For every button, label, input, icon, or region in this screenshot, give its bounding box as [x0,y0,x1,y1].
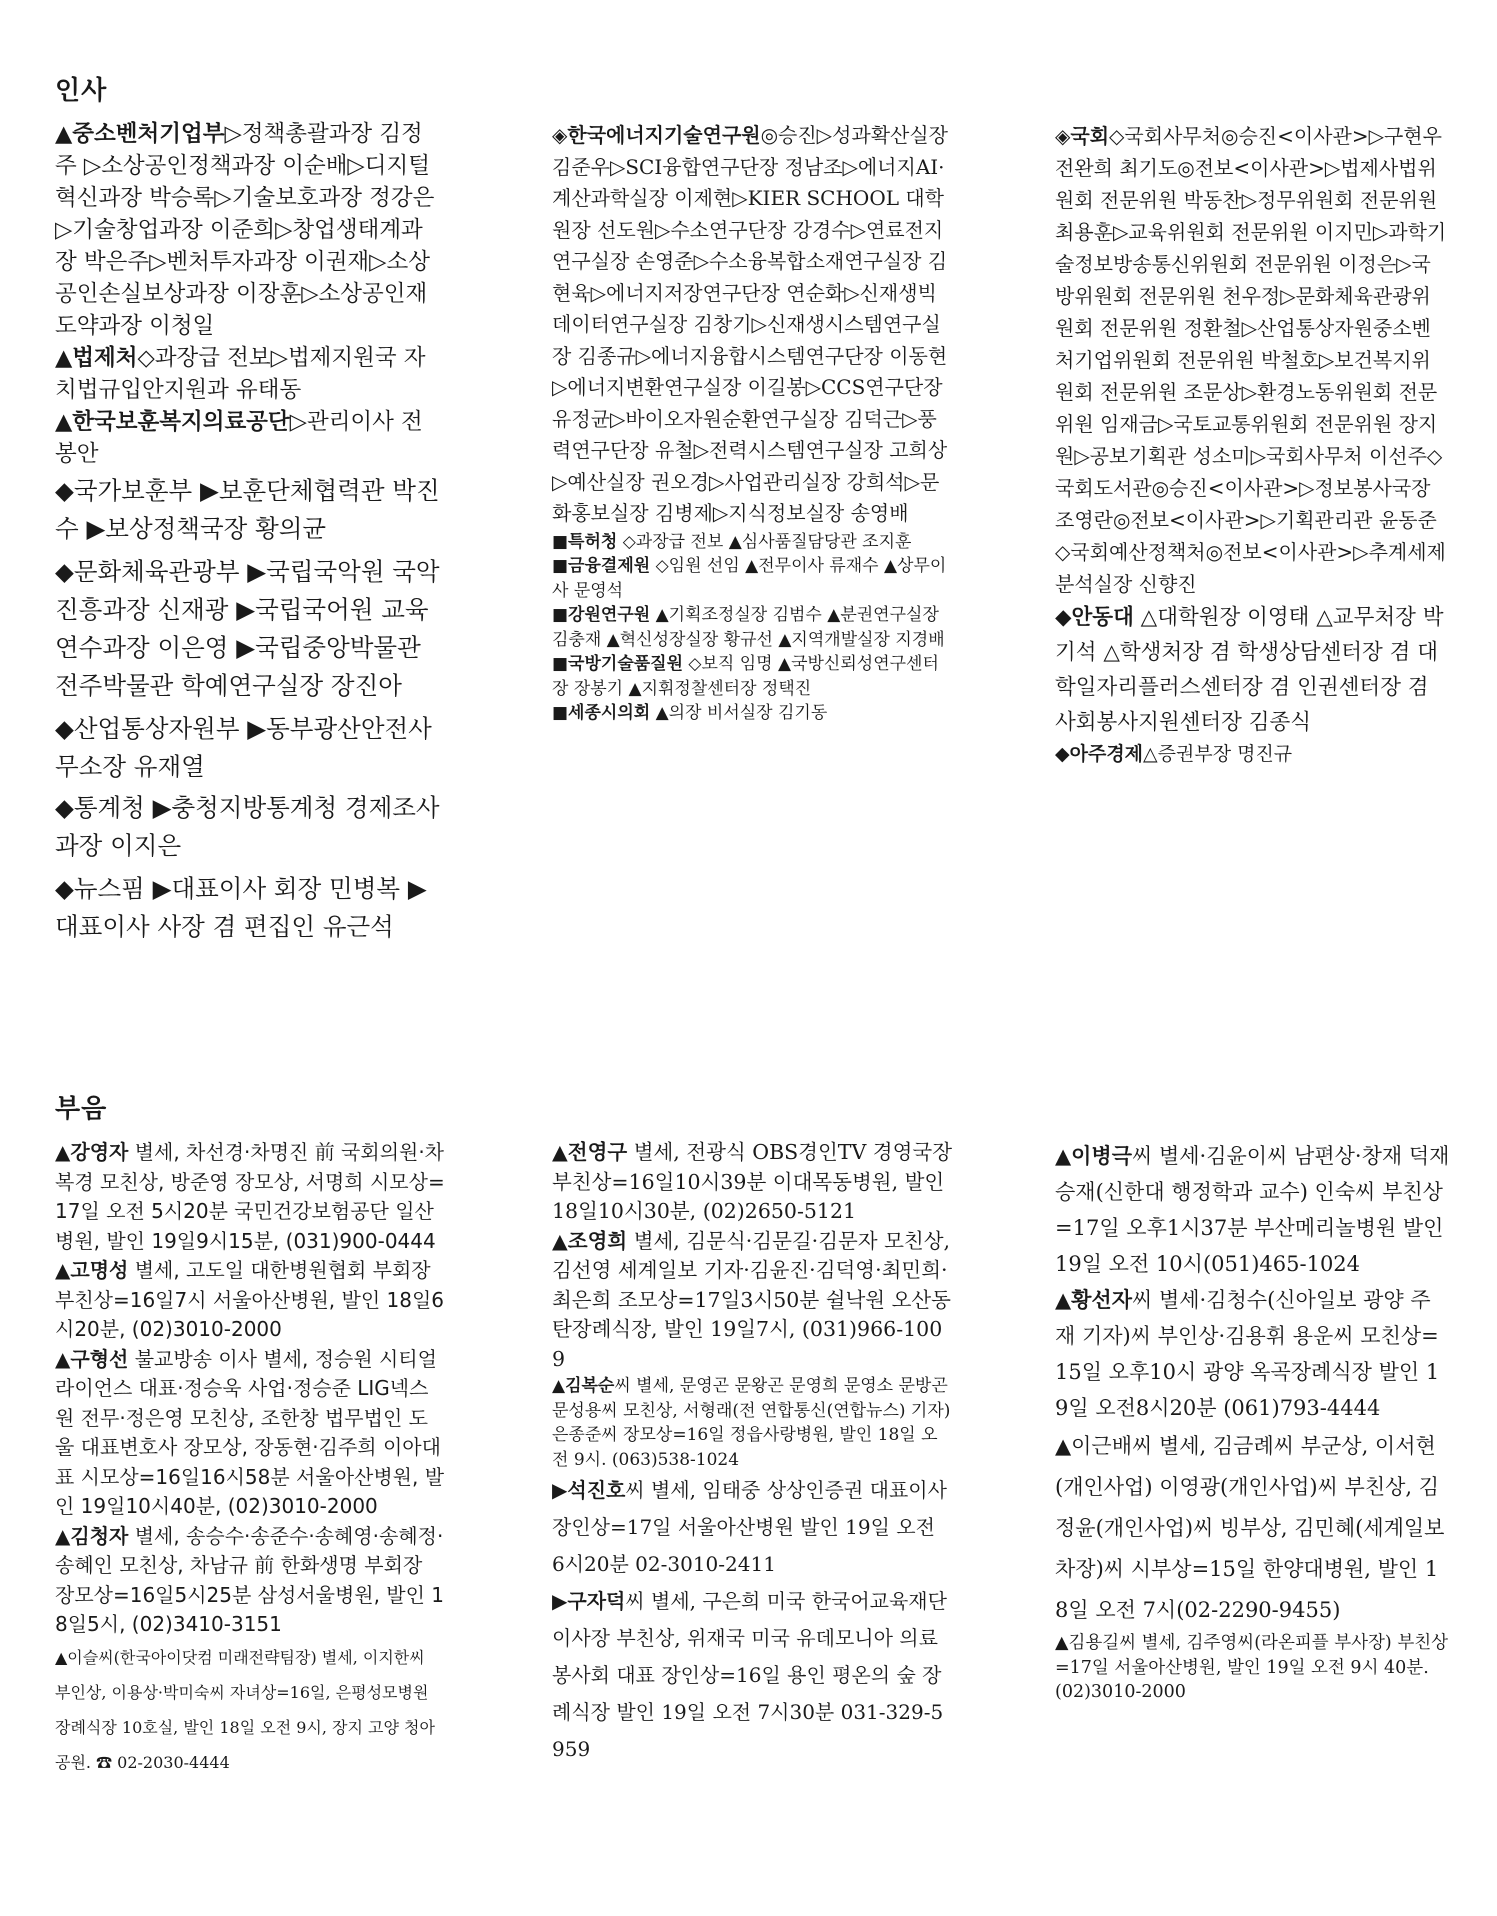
notice-org: ■금융결제원 [552,556,651,576]
obituary-text: 씨 별세·김청수(신아일보 광양 주재 기자)씨 부인상·김용휘 용운씨 모친상=15일 오후10시 광양 옥곡장례식장 발인 19일 오전8시20분 (061)793-4444 [1055,1288,1440,1420]
notice-text: ◎승진▷성과확산실장 김준우▷SCI융합연구단장 정남조▷에너지AI·계산과학실장 이제현▷KIER SCHOOL 대학원장 선도원▷수소연구단장 강경수▷연료전지연구실장 손영준▷수소융복합소재연구실장 김현육▷에너지저장연구단장 연순화▷신재생빅데이터연구실장 김창기▷신재생시스템연구실장 김종규▷에너지융합시스템연구단장 이동현▷에너지변환연구실장 이길봉▷CCS연구단장 유정균▷바이오자원순환연구실장 김덕근▷풍력연구단장 유철▷전력시스템연구실장 고희상▷예산실장 권오경▷사업관리실장 강희석▷문화홍보실장 김병제▷지식정보실장 송영배 [552,123,948,525]
notice-item [55,870,443,946]
notice-org: ■세종시의회 [552,703,651,723]
obituary-item [552,1374,952,1472]
obituary-name: ▲조영희 [552,1228,628,1253]
obituary-name: ▲김청자 [55,1523,129,1548]
obituary-text: 씨 별세, 임태중 상상인증권 대표이사 장인상=17일 서울아산병원 발인 19일 오전 6시20분 02-3010-2411 [552,1478,947,1576]
notice-text: ▶동부광산안전사무소장 유재열 [55,714,432,781]
obituary-name: ▲이근배 [1055,1434,1133,1458]
notice-item [552,603,952,652]
obituary-item [1055,1426,1450,1631]
insa-column-3 [1055,120,1450,768]
notice-text: ▷관리이사 전봉안 [55,409,423,467]
obituary-text: 씨 별세, 문영곤 문왕곤 문영희 문영소 문방곤 문성용씨 모친상, 서형래(전 연합통신(연합뉴스) 기자) 은종준씨 장모상=16일 정읍사랑병원, 발인 18일 오전 9시. (063)538-1024 [552,1376,951,1470]
obituary-text: 별세, 고도일 대한병원협회 부회장 부친상=16일7시 서울아산병원, 발인 18일6시20분, (02)3010-2000 [55,1258,445,1341]
obituary-name: ▲이병극 [1055,1143,1133,1168]
obituary-item [55,1256,445,1345]
bueum-column-3 [1055,1138,1450,1705]
obituary-text: 불교방송 이사 별세, 정승원 시티얼라이언스 대표·정승욱 사업·정승준 LIG넥스원 전무·정은영 모친상, 조한창 법무법인 도울 대표변호사 장모상, 장동현·김주희 이아대표 시모상=16일16시58분 서울아산병원, 발인 19일10시40분, (02)3010-2000 [55,1346,445,1518]
notice-text: △증권부장 명진규 [1143,743,1293,765]
obituary-name: ▲강영자 [55,1140,129,1164]
notice-text: ◇국회사무처◎승진<이사관>▷구현우 전완희 최기도◎전보<이사관>▷법제사법위원회 전문위원 박동찬▷정무위원회 전문위원 최용훈▷교육위원회 전문위원 이지민▷과학기술정보방송통신위원회 전문위원 이정은▷국방위원회 전문위원 천우정▷문화체육관광위원회 전문위원 정환철▷산업통상자원중소벤처기업위원회 전문위원 박철호▷보건복지위원회 전문위원 조문상▷환경노동위원회 전문위원 임재금▷국토교통위원회 전문위원 장지원▷공보기획관 성소미▷국회사무처 이선주◇국회도서관◎승진<이사관>▷정보봉사국장 조영란◎전보<이사관>▷기획관리관 윤동준◇국회예산정책처◎전보<이사관>▷추계세제분석실장 신향진 [1055,124,1447,596]
notice-text: ▲기획조정실장 김범수 ▲분권연구실장 김충재 ▲혁신성장실장 황규선 ▲지역개발실장 지경배 [552,605,945,650]
notice-text: ▶충청지방통계청 경제조사과장 이지은 [55,793,440,860]
obituary-name: ▲고명성 [55,1258,129,1282]
notice-text: ◇과장급 전보 ▲심사품질담당관 조지훈 [617,531,912,552]
notice-item [55,553,443,705]
notice-text: ◇임원 선임 ▲전무이사 류재수 ▲상무이사 문영석 [552,556,947,601]
obituary-text: 씨 별세, 김주영씨(라온피플 부사장) 부친상=17일 서울아산병원, 발인 19일 오전 9시 40분. (02)3010-2000 [1055,1633,1449,1702]
obituary-item [1055,1138,1450,1282]
section-title-bueum: 부음 [55,1094,108,1124]
notice-org: ◆뉴스핌 [55,874,145,903]
obituary-text: 씨 별세, 김금례씨 부군상, 이서현(개인사업) 이영광(개인사업)씨 부친상, 김정윤(개인사업)씨 빙부상, 김민혜(세계일보 차장)씨 시부상=15일 한양대병원, 발인 18일 오전 7시(02-2290-9455) [1055,1434,1445,1622]
notice-item [55,342,443,406]
obituary-item [552,1227,952,1375]
notice-org: ■강원연구원 [552,605,651,625]
obituary-item [55,1522,445,1640]
notice-item [552,701,952,726]
notice-org: ◈한국에너지기술연구원 [552,123,761,147]
obituary-name: ▶석진호 [552,1478,626,1502]
obituary-item [1055,1282,1450,1426]
notice-item [1055,740,1450,768]
notice-org: ■국방기술품질원 [552,654,684,674]
obituary-name: ▲김용길 [1055,1633,1120,1653]
obituary-name: ▲김복순 [552,1376,615,1396]
notice-org: ◆아주경제 [1055,743,1144,765]
obituary-item [55,1640,445,1780]
notice-org: ▲한국보훈복지의료공단 [55,409,290,435]
obituary-text: 씨 별세, 구은희 미국 한국어교육재단 이사장 부친상, 위재국 미국 유데모니아 의료봉사회 대표 장인상=16일 용인 평온의 숲 장례식장 발인 19일 오전 7시30분 031-329-5959 [552,1589,947,1761]
notice-text: ▲의장 비서실장 김기동 [650,703,828,723]
notice-text: ◇보직 임명 ▲국방신뢰성연구센터장 장봉기 ▲지휘정찰센터장 정택진 [552,654,939,699]
notice-item [552,554,952,603]
notice-item [55,789,443,865]
notice-org: ◆통계청 [55,793,145,822]
notice-item [1055,120,1450,600]
obituary-name: ▲황선자 [1055,1287,1133,1312]
notice-text: ◇과장급 전보▷법제지원국 자치법규입안지원과 유태동 [55,345,426,403]
notice-org: ◆안동대 [1055,605,1134,630]
notice-item [1055,600,1450,740]
obituary-text: 별세, 전광식 OBS경인TV 경영국장 부친상=16일10시39분 이대목동병원, 발인 18일10시30분, (02)2650-5121 [552,1140,952,1223]
obituary-item [552,1138,952,1227]
notice-item [55,472,443,548]
notice-org: ◆문화체육관광부 [55,557,240,586]
obituary-text: 별세, 송승수·송준수·송혜영·송혜정·송혜인 모친상, 차남규 前 한화생명 부회장 장모상=16일5시25분 삼성서울병원, 발인 18일5시, (02)3410-3151 [55,1523,445,1636]
notice-org: ◆국가보훈부 [55,476,193,505]
notice-org: ■특허청 [552,531,618,552]
notice-text: ▶국립국악원 국악진흥과장 신재광 ▶국립국어원 교육연수과장 이은영 ▶국립중앙박물관 전주박물관 학예연구실장 장진아 [55,557,440,700]
obituary-item [55,1345,445,1522]
notice-text: △대학원장 이영태 △교무처장 박기석 △학생처장 겸 학생상담센터장 겸 대학일자리플러스센터장 겸 인권센터장 겸 사회봉사지원센터장 김종식 [1055,605,1444,735]
section-title-insa: 인사 [55,76,108,106]
bueum-column-2 [552,1138,952,1768]
notice-text: ▶대표이사 회장 민병복 ▶대표이사 사장 겸 편집인 유근석 [55,874,427,941]
notice-text: ▶보훈단체협력관 박진수 ▶보상정책국장 황의균 [55,476,440,543]
obituary-item [552,1583,952,1768]
obituary-item [55,1138,445,1256]
notice-org: ▲중소벤처기업부 [55,121,225,147]
notice-org: ◆산업통상자원부 [55,714,240,743]
insa-column-1 [55,118,443,946]
notice-text: ▷정책총괄과장 김정주 ▷소상공인정책과장 이순배▷디지털혁신과장 박승록▷기술보호과장 정강은▷기술창업과장 이준희▷창업생태계과장 박은주▷벤처투자과장 이권재▷소상공인손실보상과장 이장훈▷소상공인재도약과장 이청일 [55,121,435,339]
obituary-name: ▲구형선 [55,1346,129,1371]
notice-item [55,710,443,786]
notice-org: ▲법제처 [55,345,138,371]
notice-item [552,530,952,555]
notice-item [552,120,952,530]
notice-item [55,118,443,342]
bueum-column-1 [55,1138,445,1780]
obituary-name: ▲전영구 [552,1140,628,1164]
obituary-text: 별세, 김문식·김문길·김문자 모친상, 김선영 세계일보 기자·김윤진·김덕영·최민희·최은희 조모상=17일3시50분 쉴낙원 오산동탄장례식장, 발인 19일7시, (031)966-1009 [552,1228,951,1371]
notice-item [55,406,443,470]
insa-column-2 [552,120,952,726]
obituary-name: ▶구자덕 [552,1589,626,1613]
notice-item [552,652,952,701]
obituary-item [552,1472,952,1583]
obituary-text: 씨 별세·김윤이씨 남편상·창재 덕재 승재(신한대 행정학과 교수) 인숙씨 부친상=17일 오후1시37분 부산메리놀병원 발인 19일 오전 10시(051)465-1024 [1055,1144,1450,1276]
obituary-text: ▲이슬씨(한국아이닷컴 미래전략팀장) 별세, 이지한씨 부인상, 이용상·박미숙씨 자녀상=16일, 은평성모병원 장례식장 10호실, 발인 18일 오전 9시, 장지 고양 청아공원. ☎ 02-2030-4444 [55,1647,435,1772]
obituary-item [1055,1631,1450,1705]
notice-org: ◈국회 [1055,124,1110,148]
obituary-text: 별세, 차선경·차명진 前 국회의원·차복경 모친상, 방준영 장모상, 서명희 시모상=17일 오전 5시20분 국민건강보험공단 일산병원, 발인 19일9시15분, (031)900-0444 [55,1140,445,1253]
